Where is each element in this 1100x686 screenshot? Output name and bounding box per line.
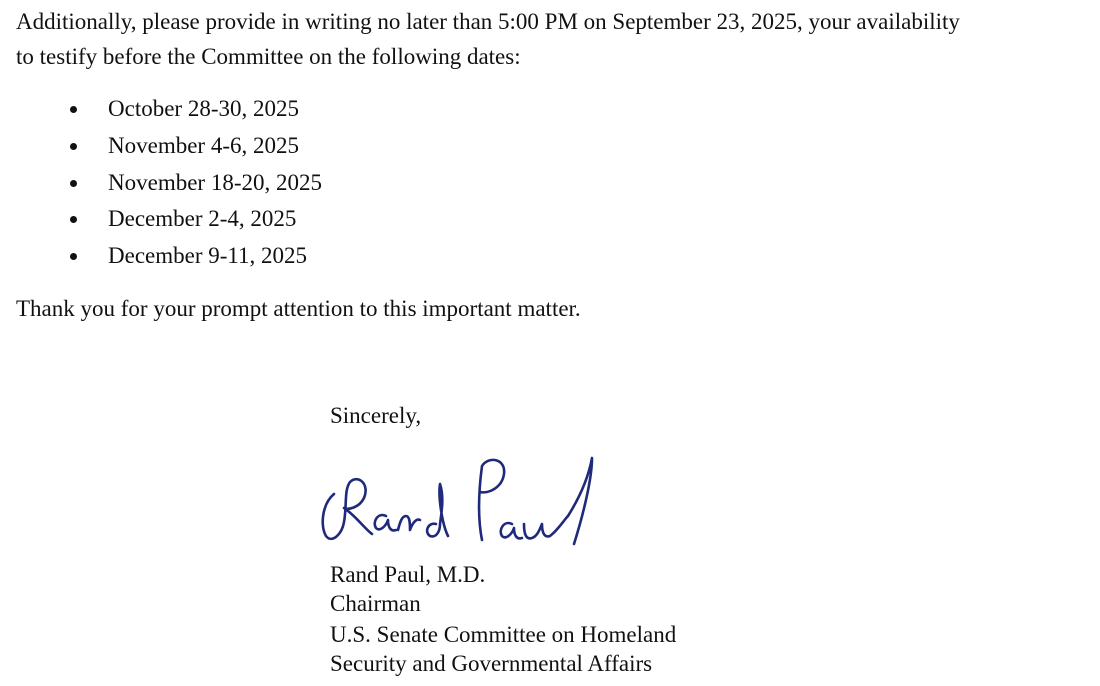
signature-stroke: [375, 515, 396, 530]
signer-organization: U.S. Senate Committee on Homeland: [330, 622, 677, 647]
date-text: November 18-20, 2025: [108, 170, 322, 195]
date-text: December 9-11, 2025: [108, 243, 308, 268]
signature-stroke: [501, 523, 522, 538]
bullet-icon: [70, 106, 77, 113]
sign-off: Sincerely,: [330, 403, 422, 428]
handwritten-signature: [312, 444, 612, 554]
closing-sentence: Thank you for your prompt attention to this important matter.: [16, 296, 581, 321]
bullet-icon: [70, 253, 77, 260]
signature-stroke: [398, 516, 420, 530]
signer-name: Rand Paul, M.D.: [330, 562, 486, 587]
signature-stroke: [427, 484, 448, 536]
paragraph-line: Additionally, please provide in writing no later than 5:00 PM on September 23, 2025, your availability: [16, 9, 960, 34]
bullet-icon: [70, 180, 77, 187]
date-text: December 2-4, 2025: [108, 206, 297, 231]
signer-organization: Security and Governmental Affairs: [330, 651, 653, 676]
paragraph-line: to testify before the Committee on the following dates:: [16, 44, 521, 69]
signature-stroke: [524, 516, 568, 538]
bullet-icon: [70, 216, 77, 223]
signer-title: Chairman: [330, 591, 421, 616]
signature-stroke: [323, 479, 372, 539]
signature-stroke: [568, 458, 592, 544]
date-text: November 4-6, 2025: [108, 133, 299, 158]
bullet-icon: [70, 143, 77, 150]
date-text: October 28-30, 2025: [108, 96, 299, 121]
